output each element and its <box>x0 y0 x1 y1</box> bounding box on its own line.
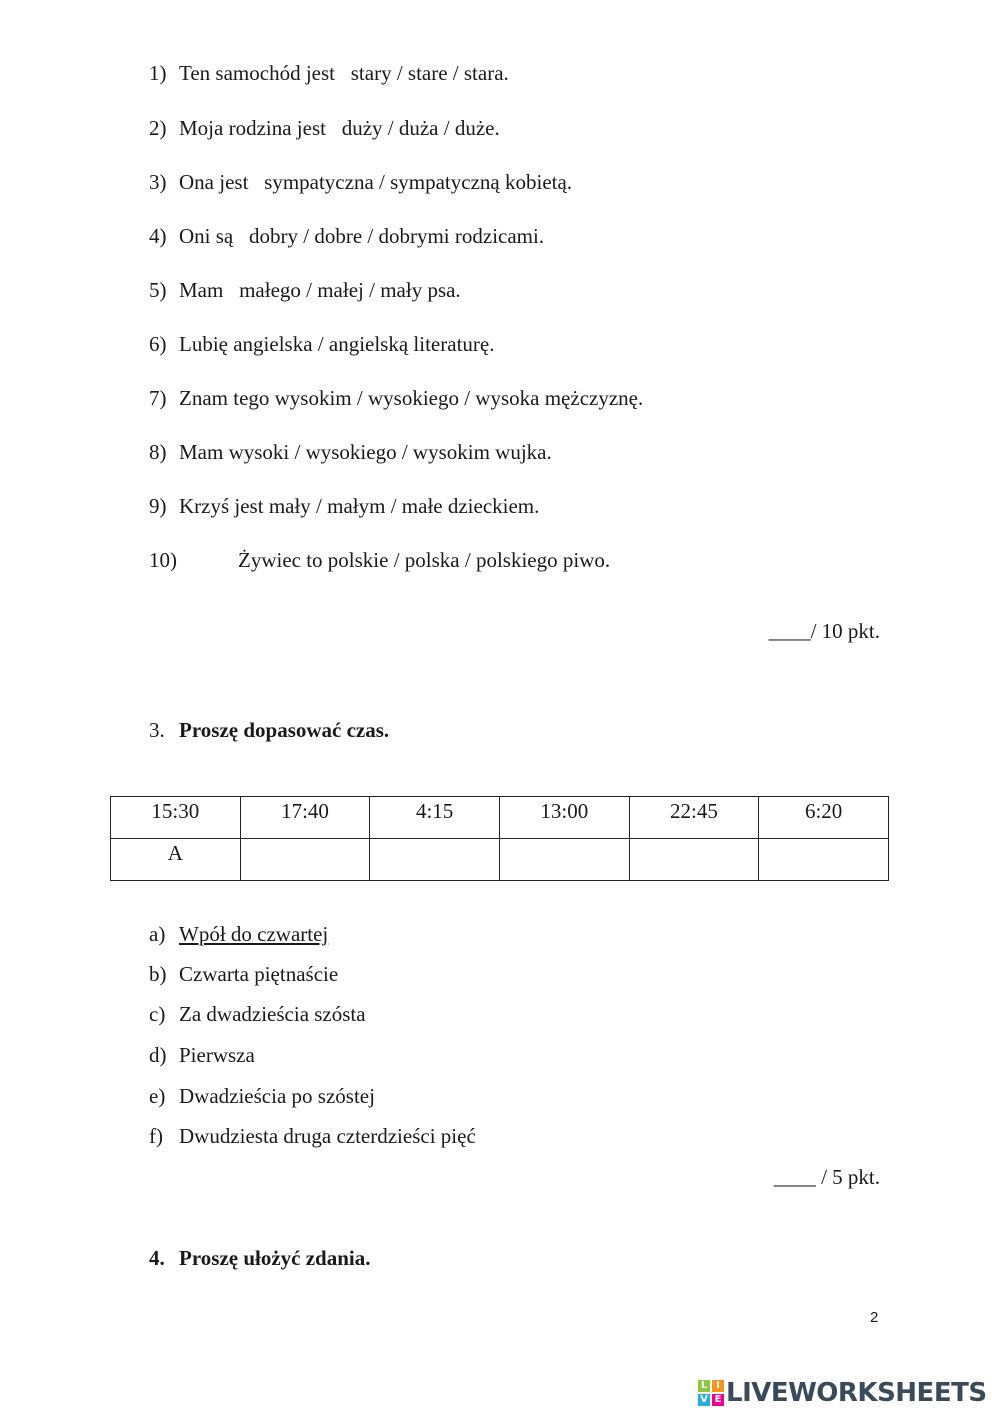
option-letter: d) <box>149 1043 167 1067</box>
answer-cell[interactable] <box>370 839 500 881</box>
item-text: Moja rodzina jest duży / duża / duże. <box>179 116 500 140</box>
answer-cell[interactable] <box>499 839 629 881</box>
table-row <box>111 797 889 839</box>
option-text: Wpół do czwartej <box>179 922 329 946</box>
item-number: 2) <box>149 116 167 140</box>
item-number: 5) <box>149 278 167 302</box>
item-number: 3) <box>149 170 167 194</box>
logo-mark-icon <box>698 1380 724 1406</box>
time-cell: 13:00 <box>499 797 629 839</box>
exercise4-title: Proszę ułożyć zdania. <box>179 1246 371 1270</box>
time-cell: 17:40 <box>240 797 370 839</box>
item-text: Ten samochód jest stary / stare / stara. <box>179 61 509 85</box>
table-row <box>111 839 889 881</box>
item-text: Ona jest sympatyczna / sympatyczną kobietą. <box>179 170 573 194</box>
logo-letter: I <box>712 1380 724 1392</box>
item-number: 6) <box>149 332 167 356</box>
answer-cell: A <box>111 839 241 881</box>
time-matching-table <box>110 796 889 881</box>
item-number: 9) <box>149 494 167 518</box>
option-text: Za dwadzieścia szósta <box>179 1002 366 1026</box>
exercise3-title: Proszę dopasować czas. <box>179 718 390 742</box>
item-text: Krzyś jest mały / małym / małe dzieckiem. <box>179 494 540 518</box>
exercise3-number: 3. <box>149 718 165 742</box>
option-letter: e) <box>149 1084 166 1108</box>
item-number: 10) <box>149 548 177 572</box>
logo-letter: V <box>698 1394 710 1406</box>
item-number: 7) <box>149 386 167 410</box>
answer-cell[interactable] <box>240 839 370 881</box>
time-cell: 15:30 <box>111 797 241 839</box>
answer-cell[interactable] <box>759 839 889 881</box>
item-text: Znam tego wysokim / wysokiego / wysoka mężczyznę. <box>179 386 644 410</box>
option-letter: a) <box>149 922 166 946</box>
brand-name: LIVEWORKSHEETS <box>726 1378 987 1408</box>
item-text: Lubię angielska / angielską literaturę. <box>179 332 495 356</box>
option-letter: b) <box>149 962 167 986</box>
answer-cell[interactable] <box>629 839 759 881</box>
time-cell: 4:15 <box>370 797 500 839</box>
option-letter: f) <box>149 1124 163 1148</box>
option-text: Dwudziesta druga czterdzieści pięć <box>179 1124 476 1148</box>
exercise3-score: ____ / 5 pkt. <box>773 1165 880 1189</box>
page-number: 2 <box>870 1309 879 1326</box>
item-text: Oni są dobry / dobre / dobrymi rodzicami. <box>179 224 545 248</box>
exercise4-number: 4. <box>149 1246 165 1270</box>
option-text: Pierwsza <box>179 1043 255 1067</box>
item-number: 1) <box>149 61 167 85</box>
time-cell: 22:45 <box>629 797 759 839</box>
item-number: 4) <box>149 224 167 248</box>
item-number: 8) <box>149 440 167 464</box>
item-text: Mam wysoki / wysokiego / wysokim wujka. <box>179 440 552 464</box>
item-text: Mam małego / małej / mały psa. <box>179 278 461 302</box>
option-text: Dwadzieścia po szóstej <box>179 1084 375 1108</box>
logo-letter: E <box>712 1394 724 1406</box>
time-cell: 6:20 <box>759 797 889 839</box>
liveworksheets-logo <box>698 1377 987 1409</box>
option-text: Czwarta piętnaście <box>179 962 339 986</box>
logo-letter: L <box>698 1380 710 1392</box>
exercise2-score: ____/ 10 pkt. <box>768 619 880 643</box>
item-text: Żywiec to polskie / polska / polskiego piwo. <box>238 548 611 572</box>
option-letter: c) <box>149 1002 166 1026</box>
